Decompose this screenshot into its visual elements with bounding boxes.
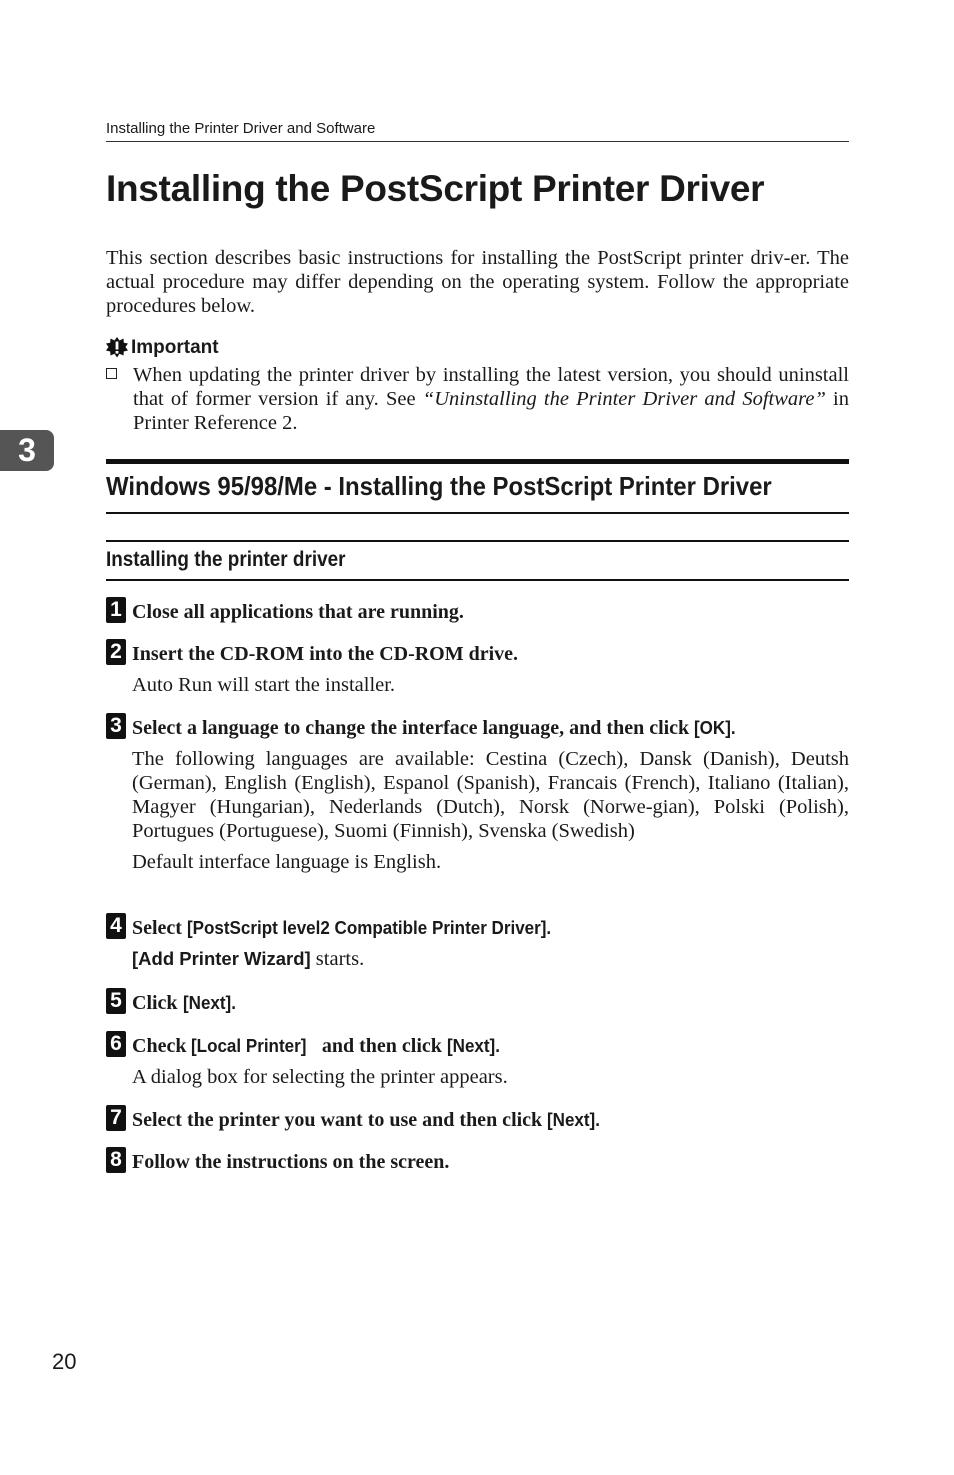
- next-button-reference: [Next].: [446, 1035, 500, 1056]
- important-icon: [106, 337, 128, 359]
- step-5: [106, 988, 849, 1015]
- step-number: 1: [106, 597, 126, 623]
- step-number: 7: [106, 1105, 126, 1131]
- step-instruction: Insert the CD-ROM into the CD-ROM drive.: [132, 643, 519, 665]
- step-2: [106, 639, 849, 697]
- checkbox-bullet-icon: [106, 368, 117, 379]
- step-instruction: Follow the instructions on the screen.: [132, 1151, 450, 1173]
- step-4: [106, 913, 849, 971]
- next-button-reference: [Next].: [547, 1109, 601, 1130]
- intro-paragraph: This section describes basic instructions for installing the PostScript printer driv-er. The actual procedure may differ depending on the operating system. Follow the appropriate procedures below.: [106, 247, 849, 317]
- step-1: [106, 597, 849, 624]
- step-8: [106, 1147, 849, 1174]
- step-instruction: Select [PostScript level2 Compatible Printer Driver].: [132, 917, 552, 939]
- important-note-text: When updating the printer driver by installing the latest version, you should uninstall that of former version if any. See “Uninstalling the Printer Driver and Software” in Printer Reference 2.: [133, 364, 849, 434]
- important-note: [106, 363, 849, 435]
- step-note: [Add Printer Wizard] starts.: [132, 948, 365, 970]
- important-label-text: Important: [131, 337, 219, 358]
- step-number: 5: [106, 988, 126, 1014]
- step-number: 8: [106, 1147, 126, 1173]
- page-title: Installing the PostScript Printer Driver: [106, 168, 765, 209]
- subsection-rule-bottom: [106, 579, 849, 581]
- subsection-heading: Installing the printer driver: [106, 548, 346, 571]
- section-rule-bottom: [106, 512, 849, 514]
- step-note: Default interface language is English.: [132, 851, 442, 873]
- section-rule-top: [106, 459, 849, 464]
- next-button-reference: [Next].: [182, 992, 236, 1013]
- step-note: The following languages are available: Cestina (Czech), Dansk (Danish), Deutsh (German), English (English), Espanol (Spanish), Francais (French), Italiano (Italian), Magyer (Hungarian), Nederlands (Dutch), Norsk (Norwe-gian), Polski (Polish), Portugues (Portuguese), Suomi (Finnish), Svenska (Swedish): [132, 748, 849, 842]
- step-note: Auto Run will start the installer.: [132, 674, 396, 696]
- step-instruction: Check [Local Printer] and then click [Next].: [132, 1035, 500, 1057]
- step-number: 6: [106, 1031, 126, 1057]
- step-6: [106, 1031, 849, 1089]
- local-printer-reference: [Local Printer]: [191, 1035, 307, 1056]
- step-instruction: Select the printer you want to use and then click [Next].: [132, 1109, 601, 1131]
- ok-button-reference: [OK].: [694, 717, 736, 738]
- running-header: Installing the Printer Driver and Software: [106, 120, 849, 142]
- subsection-rule-top: [106, 540, 849, 542]
- important-label: [106, 337, 219, 359]
- step-number: 4: [106, 913, 126, 939]
- chapter-tab: 3: [0, 430, 54, 471]
- driver-option-reference: [PostScript level2 Compatible Printer Driver].: [186, 917, 552, 938]
- step-note: A dialog box for selecting the printer appears.: [132, 1066, 508, 1088]
- step-instruction: Close all applications that are running.: [132, 601, 464, 623]
- step-instruction: Select a language to change the interface language, and then click [OK].: [132, 717, 736, 739]
- step-instruction: Click [Next].: [132, 992, 236, 1014]
- step-number: 2: [106, 639, 126, 665]
- step-7: [106, 1105, 849, 1132]
- step-number: 3: [106, 713, 126, 739]
- reference-title: “Uninstalling the Printer Driver and Software”: [422, 388, 826, 410]
- section-heading: Windows 95/98/Me - Installing the PostScript Printer Driver: [106, 471, 772, 501]
- step-3: [106, 713, 849, 874]
- page-number: 20: [52, 1349, 77, 1374]
- wizard-reference: [Add Printer Wizard]: [132, 948, 311, 969]
